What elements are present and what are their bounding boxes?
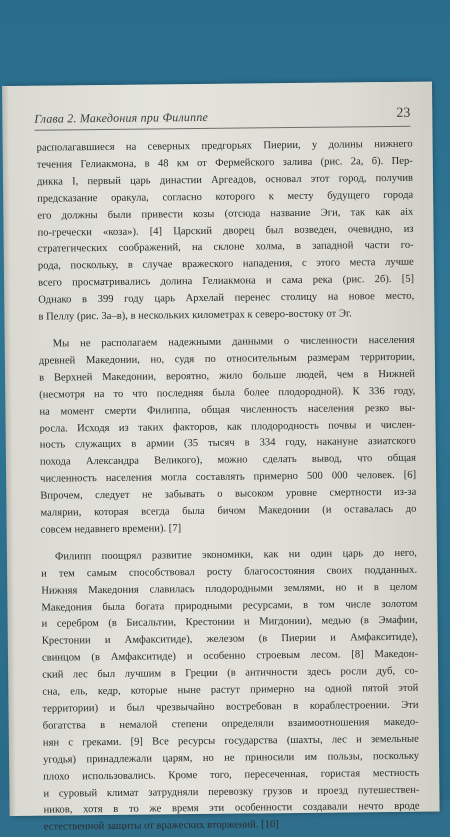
text-line: малярии, которая всегда была бичом Македонии (и оставалась до [40, 503, 417, 519]
text-line: течения Гелиакмона, в 48 км от Фермейского залива (рис. 2а, б). Пер- [36, 155, 413, 171]
text-line: Крестонии и Амфакситиде), железом (в Пиерии и Амфакситиде), [41, 632, 418, 648]
text-line: территории) и был чрезвычайно востребован в кораблестроении. Эти [42, 699, 419, 715]
paragraph [41, 546, 420, 837]
text-line: совсем недавнего времени). [7] [40, 523, 182, 536]
text-line: Впрочем, следует не забывать о высоком уровне смертности из-за [40, 486, 417, 502]
running-head: Глава 2. Македония при Филиппе [34, 109, 209, 126]
paragraph [39, 333, 417, 540]
page-number: 23 [396, 105, 411, 121]
text-line: в Верхней Македонии, вероятно, жило больше людей, чем в Нижней [39, 368, 416, 384]
text-line: располагавшиеся на северных предгорьях Пиерии, у долины нижнего [36, 138, 413, 154]
text-line: росла. Исходя из таких факторов, как плодородность почвы и числен- [39, 419, 416, 435]
text-line: естественной защиты от вражеских вторжений. [10] [43, 819, 279, 833]
text-line: ность служащих в армии (35 тысяч в 334 году, накануне азиатского [39, 436, 416, 452]
text-line: предсказание оракула, согласно которого к месту будущего города [37, 189, 414, 205]
text-line: Однако в 399 году царь Архелай перенес столицу на новое место, [38, 290, 415, 306]
text-line: сна, ель, кедр, которые ныне растут примерно на одной пятой этой [42, 682, 419, 698]
book-page [6, 82, 440, 833]
text-line: ников, хотя в то же время эти особенности создавали нечто вроде [43, 801, 420, 817]
text-line: Македония была богата природными ресурсами, в том числе золотом [41, 598, 418, 614]
text-line: богатства в немалой степени определяли взаимоотношения македо- [42, 716, 419, 732]
text-line: и суровый климат затрудняли перевозку грузов и проезд путешествен- [43, 784, 420, 800]
text-line: Нижняя Македония славилась плодородными землями, но и в целом [41, 581, 418, 597]
text-line: угодья) принадлежали царям, но не приносили им пользы, поскольку [43, 750, 420, 766]
text-line: ский лес был лучшим в Греции (в античности здесь росли дуб, со- [42, 665, 419, 681]
text-line: (несмотря на то что последняя была более плодородной). К 336 году, [39, 385, 416, 401]
paragraph [37, 137, 415, 327]
text-line: по-гречески «коза»). [4] Царский дворец был возведен, очевидно, из [37, 223, 414, 239]
text-line: стратегических соображений, на склоне холма, в западной части го- [37, 240, 414, 256]
text-line: дикка I, первый царь династии Аргеадов, основал этот город, получив [36, 172, 414, 188]
text-line: рода, поскольку, в случае вражеского нападения, с этого места лучше [37, 257, 414, 273]
text-line: в Пеллу (рис. 3а–в), в нескольких километрах к северо-востоку от Эг. [38, 308, 352, 323]
text-line: и серебром (в Бисальтии, Крестонии и Мигдонии), медью (в Эмафии, [41, 615, 418, 631]
text-line: Мы не располагаем надежными данными о численности населения [52, 334, 415, 350]
text-line: Филипп поощрял развитие экономики, как ни один царь до него, [54, 547, 417, 563]
body-text [37, 137, 420, 837]
page-header [34, 105, 411, 131]
text-line: похода Александра Великого), можно сделать вывод, что общая [39, 453, 416, 468]
text-line: и тем самым способствовал росту благосостояния своих подданных. [41, 564, 418, 580]
text-line: всего просматривались долина Гелиакмона и сама река (рис. 2б). [5] [38, 273, 415, 289]
text-line: нян с греками. [9] Все ресурсы государства (шахты, лес и земельные [42, 733, 419, 749]
text-line: плохо использовались. Кроме того, пересеченная, гористая местность [43, 767, 420, 783]
text-line: на момент смерти Филиппа, общая численность населения резко вы- [39, 402, 416, 418]
text-line: его должны были привести козы (отсюда название Эги, так как aix [37, 206, 414, 222]
text-line: свинцом (в Амфакситиде) и особенно строевым лесом. [8] Македон- [41, 648, 419, 664]
text-line: численность населения могла составлять примерно 500 000 человек. [6] [40, 469, 417, 485]
text-line: древней Македонии, но, судя по относительным размерам территории, [38, 351, 415, 367]
